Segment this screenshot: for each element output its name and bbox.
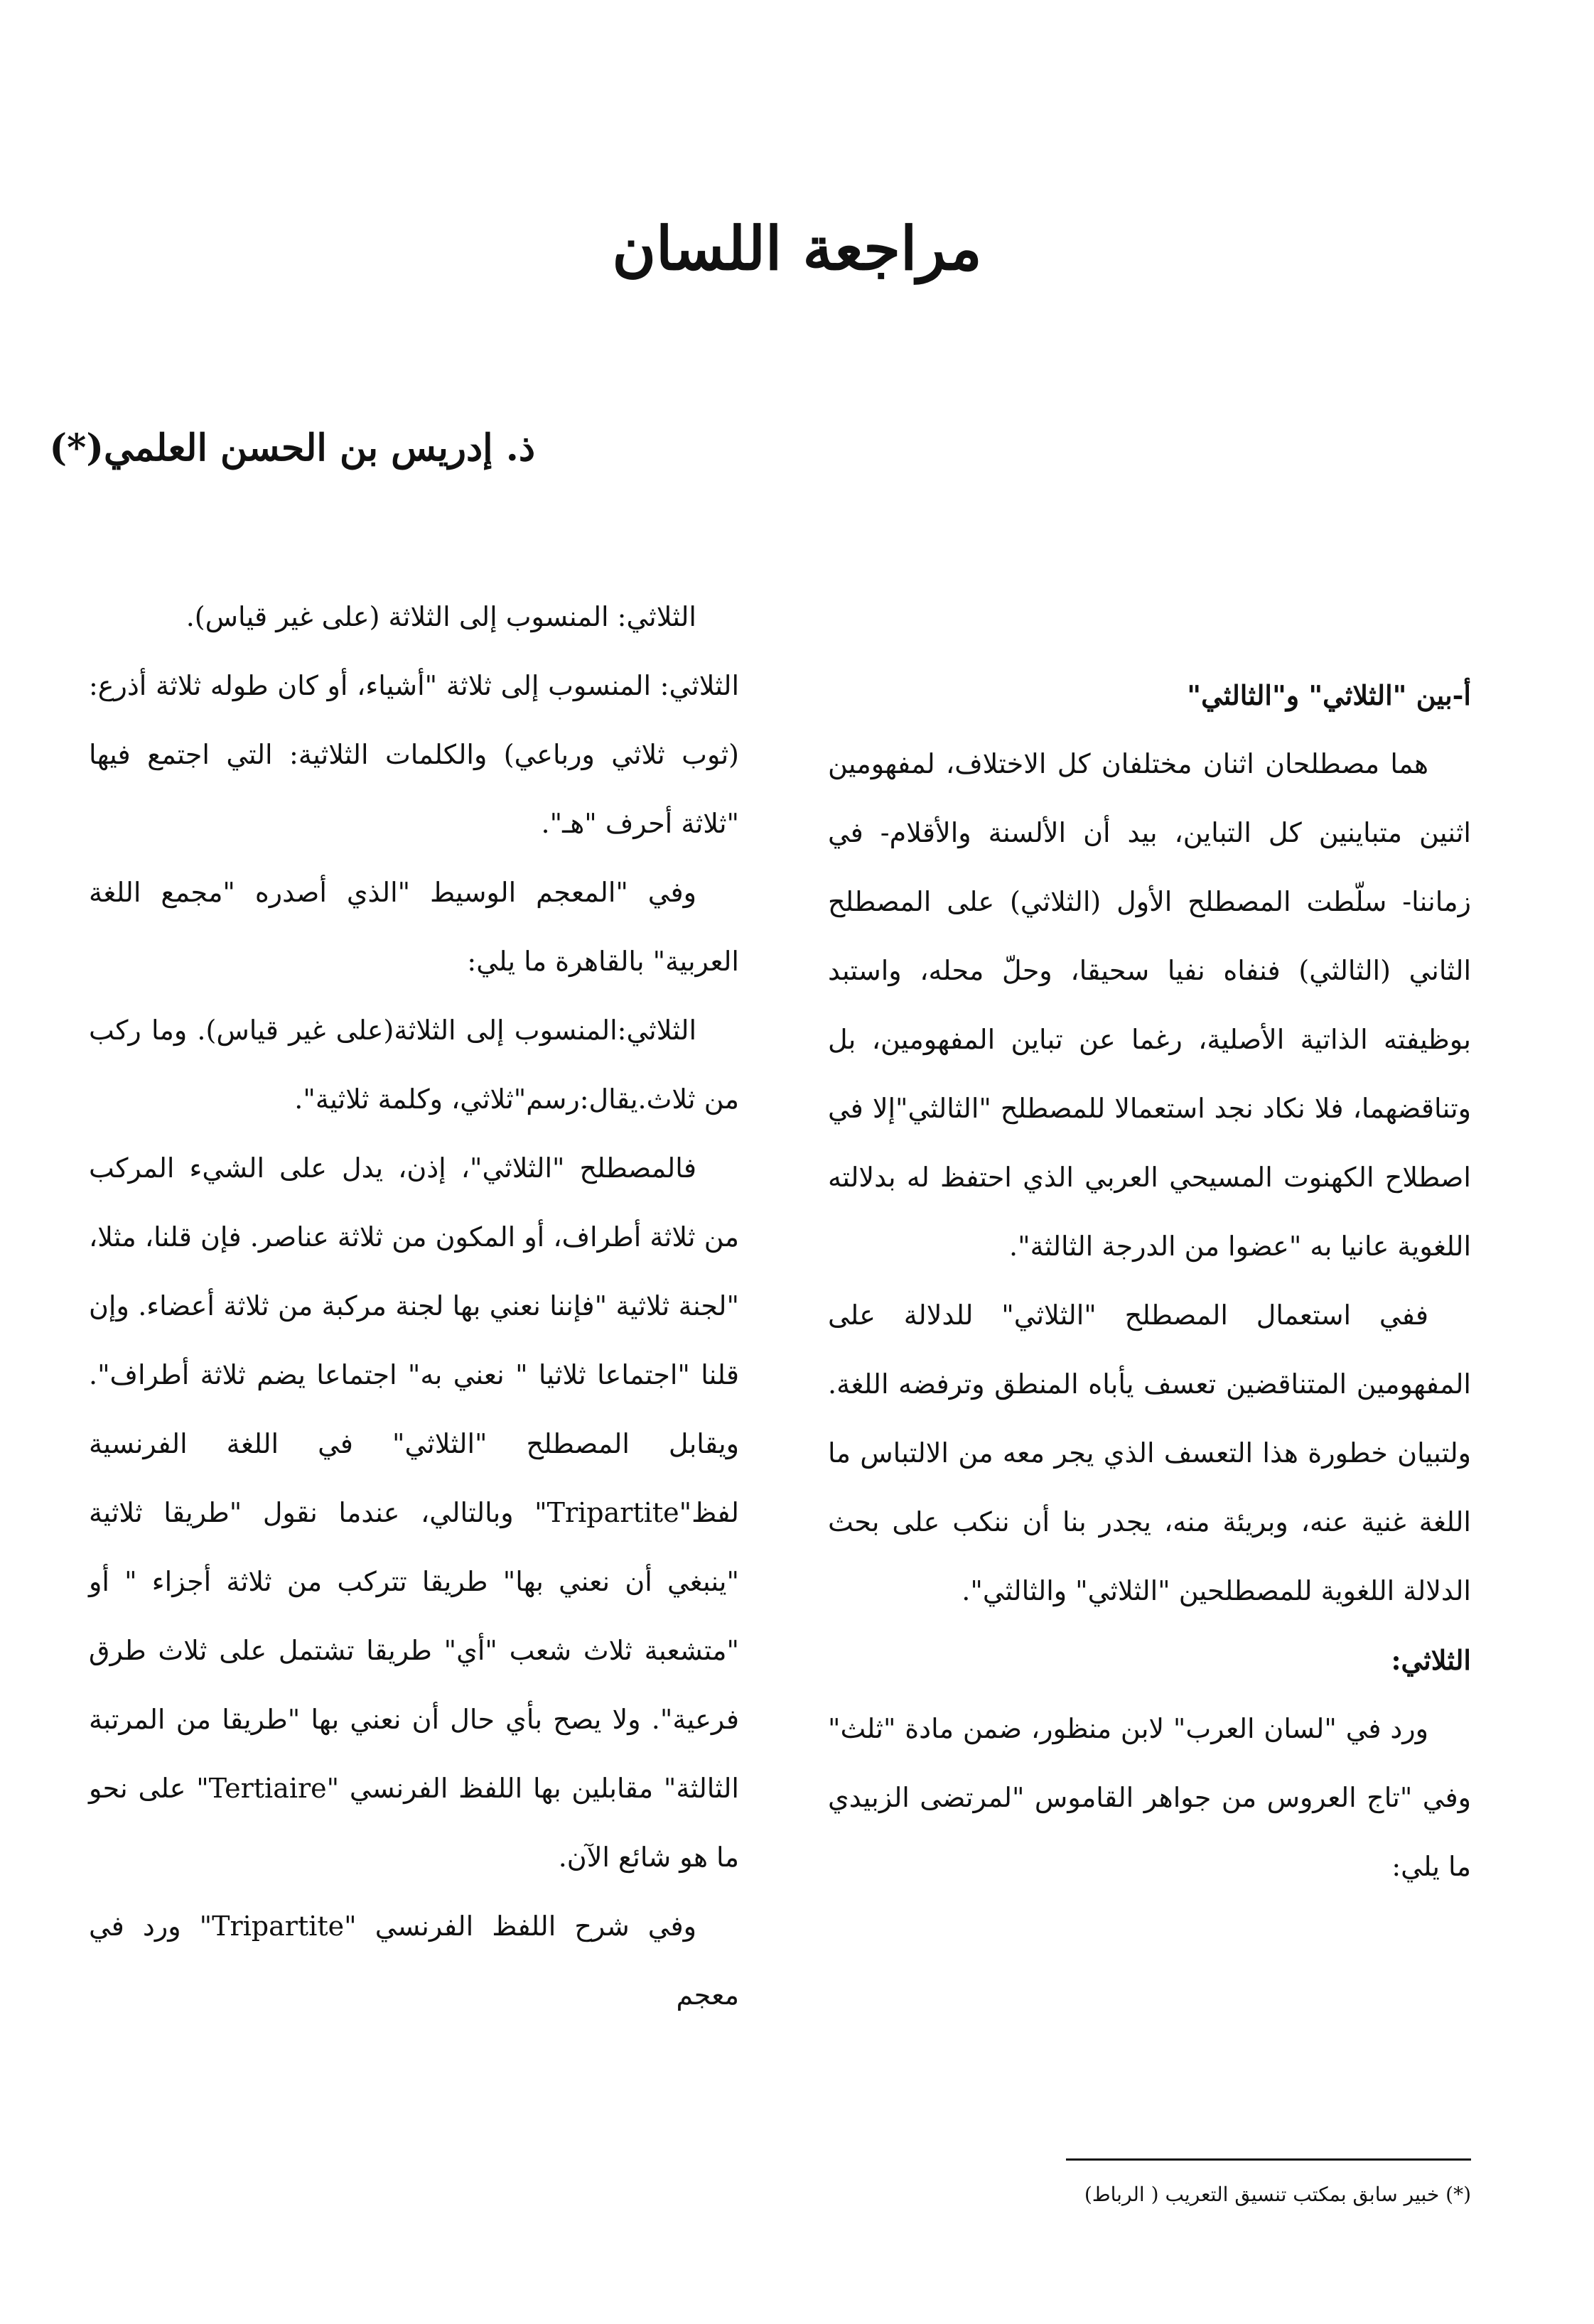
paragraph: ورد في "لسان العرب" لابن منظور، ضمن مادة "ثلث" وفي "تاج العروس من جواهر القاموس "لمرتضى الزبيدي ما يلي:	[828, 1713, 1471, 1882]
paragraph: ففي استعمال المصطلح "الثلاثي" للدلالة على المفهومين المتناقضين تعسف يأباه المنطق وترفضه اللغة. ولتبيان خطورة هذا التعسف الذي يجر معه من الالتباس ما اللغة غنية عنه، وبريئة منه، يجدر بنا أن ننكب على بحث الدلالة اللغوية للمصطلحين "الثلاثي" والثالثي".	[828, 1299, 1471, 1606]
paragraph: وفي شرح اللفظ الفرنسي "Tripartite" ورد في معجم	[89, 1910, 739, 2011]
section-subheading: الثلاثي:	[1391, 1644, 1471, 1676]
left-column	[89, 583, 739, 2030]
paragraph: هما مصطلحان اثنان مختلفان كل الاختلاف، لمفهومين اثنين متباينين كل التباين، بيد أن الألسنة والأقلام- في زماننا- سلّطت المصطلح الأول (الثلاثي) على المصطلح الثاني (الثالثي) فنفاه نفيا سحيقا، وحلّ محله، واستبد بوظيفته الذاتية الأصلية، رغما عن تباين المفهومين، بل وتناقضهما، فلا نكاد نجد استعمالا للمصطلح "الثالثي"إلا في اصطلاح الكهنوت المسيحي العربي الذي احتفظ له بدلالته اللغوية عانيا به "عضوا من الدرجة الثالثة".	[828, 748, 1471, 1262]
footnote-divider	[1066, 2158, 1471, 2161]
paragraph: الثلاثي:المنسوب إلى الثلاثة(على غير قياس). وما ركب من ثلاث.يقال:رسم"ثلاثي، وكلمة ثلاثية".	[89, 1015, 739, 1115]
paragraph: الثلاثي: المنسوب إلى ثلاثة "أشياء، أو كان طوله ثلاثة أذرع: (ثوب ثلاثي ورباعي) والكلمات الثلاثية: التي اجتمع فيها "ثلاثة أحرف "هـ".	[89, 670, 739, 839]
right-column	[828, 661, 1471, 1901]
author-name: ذ. إدريس بن الحسن العلمي(*)	[49, 426, 535, 470]
paragraph: وفي "المعجم الوسيط "الذي أصدره "مجمع اللغة العربية" بالقاهرة ما يلي:	[89, 877, 739, 977]
paragraph: فالمصطلح "الثلاثي"، إذن، يدل على الشيء المركب من ثلاثة أطراف، أو المكون من ثلاثة عناصر. فإن قلنا، مثلا، "لجنة ثلاثية "فإننا نعني بها لجنة مركبة من ثلاثة أعضاء. وإن قلنا "اجتماعا ثلاثيا " نعني به" اجتماعا يضم ثلاثة أطراف". ويقابل المصطلح "الثلاثي" في اللغة الفرنسية لفظ"Tripartite" وبالتالي، عندما نقول "طريقا ثلاثية "ينبغي أن نعني بها" طريقا تتركب من ثلاثة أجزاء " أو "متشعبة ثلاث شعب "أي" طريقا تشتمل على ثلاث طرق فرعية". ولا يصح بأي حال أن نعني بها "طريقا من المرتبة الثالثة" مقابلين بها اللفظ الفرنسي "Tertiaire" على نحو ما هو شائع الآن.	[89, 1152, 739, 1873]
article-title: مراجعة اللسان	[612, 213, 982, 283]
section-heading: أ-بين "الثلاثي" و"الثالثي"	[1187, 679, 1471, 711]
footnote: (*) خبير سابق بمكتب تنسيق التعريب ( الرباط)	[1084, 2183, 1471, 2206]
paragraph: الثلاثي: المنسوب إلى الثلاثة (على غير قياس).	[185, 601, 696, 632]
